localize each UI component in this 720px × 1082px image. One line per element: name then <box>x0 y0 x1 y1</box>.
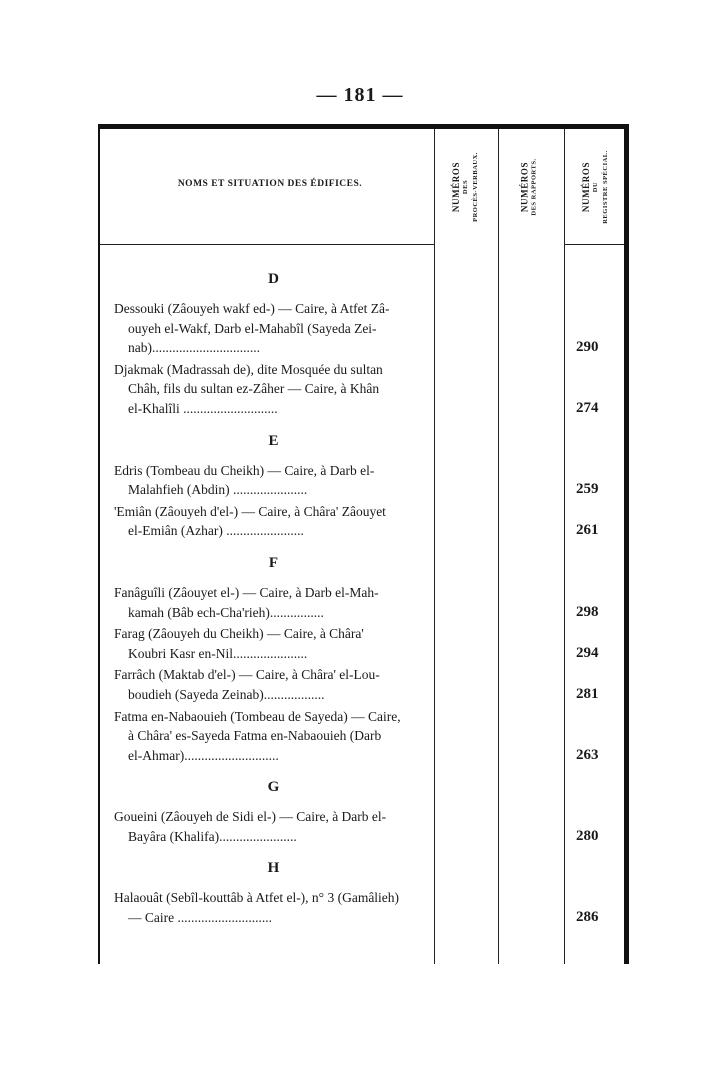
index-entry <box>114 583 599 622</box>
entry-line: Dessouki (Zâouyeh wakf ed-) — Caire, à Atfet Zâ- <box>114 301 390 316</box>
registre-number: 259 <box>576 481 599 498</box>
section-letter: D <box>268 271 279 287</box>
header-col3-sub2: REGISTRE SPÉCIAL. <box>602 150 609 224</box>
registre-number: 280 <box>576 827 599 844</box>
entries-list <box>114 257 599 930</box>
entry-line: Goueini (Zâouyeh de Sidi el-) — Caire, à Darb el- <box>114 809 387 825</box>
column-divider <box>434 129 435 964</box>
header-col-proces-verbaux <box>436 137 496 237</box>
index-entry <box>114 665 599 704</box>
header-col1-sub2: PROCÈS-VERBAUX. <box>472 152 480 222</box>
registre-number: 290 <box>576 339 599 356</box>
page-number: — 181 — <box>316 84 404 106</box>
header-names: NOMS ET SITUATION DES ÉDIFICES. <box>177 179 363 189</box>
entry-line: Malahfieh (Abdin) ...................... <box>128 482 308 498</box>
index-entry <box>114 299 599 358</box>
index-entry <box>114 888 599 927</box>
index-entry <box>114 360 599 419</box>
entry-line: Halaouât (Sebîl-kouttâb à Atfet el-), n° 3 (Gamâlieh) <box>114 890 400 906</box>
index-entry <box>114 807 599 846</box>
entry-line: Edris (Tombeau du Cheikh) — Caire, à Darb el- <box>114 462 375 478</box>
entry-line: el-Khalîli ............................ <box>128 400 278 416</box>
column-divider <box>498 129 499 964</box>
header-col-rapports <box>500 137 560 237</box>
index-entry <box>114 461 599 500</box>
entry-line: 'Emiân (Zâouyeh d'el-) — Caire, à Châra' Zâouyet <box>114 503 386 519</box>
registre-number: 263 <box>576 746 599 763</box>
index-entry <box>114 502 599 541</box>
entry-line: boudieh (Sayeda Zeinab).................. <box>128 686 325 702</box>
entry-line: à Châra' es-Sayeda Fatma en-Nabaouieh (Darb <box>128 728 382 744</box>
registre-number: 286 <box>576 909 599 926</box>
header-rule <box>100 244 434 245</box>
entry-line: Farag (Zâouyeh du Cheikh) — Caire, à Châra' <box>114 626 364 642</box>
entry-line: Fatma en-Nabaouieh (Tombeau de Sayeda) — Caire, <box>114 708 401 724</box>
header-col3-main: NUMÉROS <box>581 161 591 213</box>
index-entry <box>114 707 599 766</box>
index-entry <box>114 624 599 663</box>
header-col2-main: NUMÉROS <box>519 161 530 213</box>
section-letter: E <box>268 432 279 449</box>
header-col-registre <box>566 137 626 237</box>
entry-line: Fanâguîli (Zâouyet el-) — Caire, à Darb el-Mah- <box>114 584 379 600</box>
entry-line: Koubri Kasr en-Nil...................... <box>128 645 308 661</box>
section-letter: G <box>267 779 280 796</box>
entry-line: nab)................................ <box>128 340 260 356</box>
index-table <box>98 124 629 964</box>
entry-line: Bayâra (Khalifa)....................... <box>128 828 297 844</box>
header-rule-right <box>564 244 624 245</box>
entry-line: — Caire ............................ <box>128 910 272 926</box>
header-col1-main: NUMÉROS <box>451 161 462 213</box>
entry-line: Djakmak (Madrassah de), dite Mosquée du sultan <box>114 361 383 377</box>
header-col3-sub1: DU <box>592 181 599 193</box>
entry-line: ouyeh el-Wakf, Darb el-Mahabîl (Sayeda Zei- <box>128 320 377 336</box>
section-letter: H <box>267 860 280 877</box>
entry-line: el-Ahmar)............................ <box>128 747 279 763</box>
header-col1-sub1: DES <box>462 179 470 195</box>
registre-number: 294 <box>576 644 599 661</box>
section-letter: F <box>268 554 279 571</box>
registre-number: 298 <box>576 603 599 620</box>
entry-line: el-Emiân (Azhar) ....................... <box>128 523 304 539</box>
registre-number: 281 <box>576 685 599 702</box>
entry-line: Châh, fils du sultan ez-Zâher — Caire, à Khân <box>128 381 380 397</box>
entry-line: kamah (Bâb ech-Cha'rieh)................ <box>128 604 324 620</box>
header-col2-sub: DES RAPPORTS. <box>530 158 538 216</box>
registre-number: 274 <box>576 399 599 416</box>
registre-number: 261 <box>576 522 599 539</box>
column-divider <box>564 129 565 964</box>
entry-line: Farrâch (Maktab d'el-) — Caire, à Châra' el-Lou- <box>114 667 380 683</box>
